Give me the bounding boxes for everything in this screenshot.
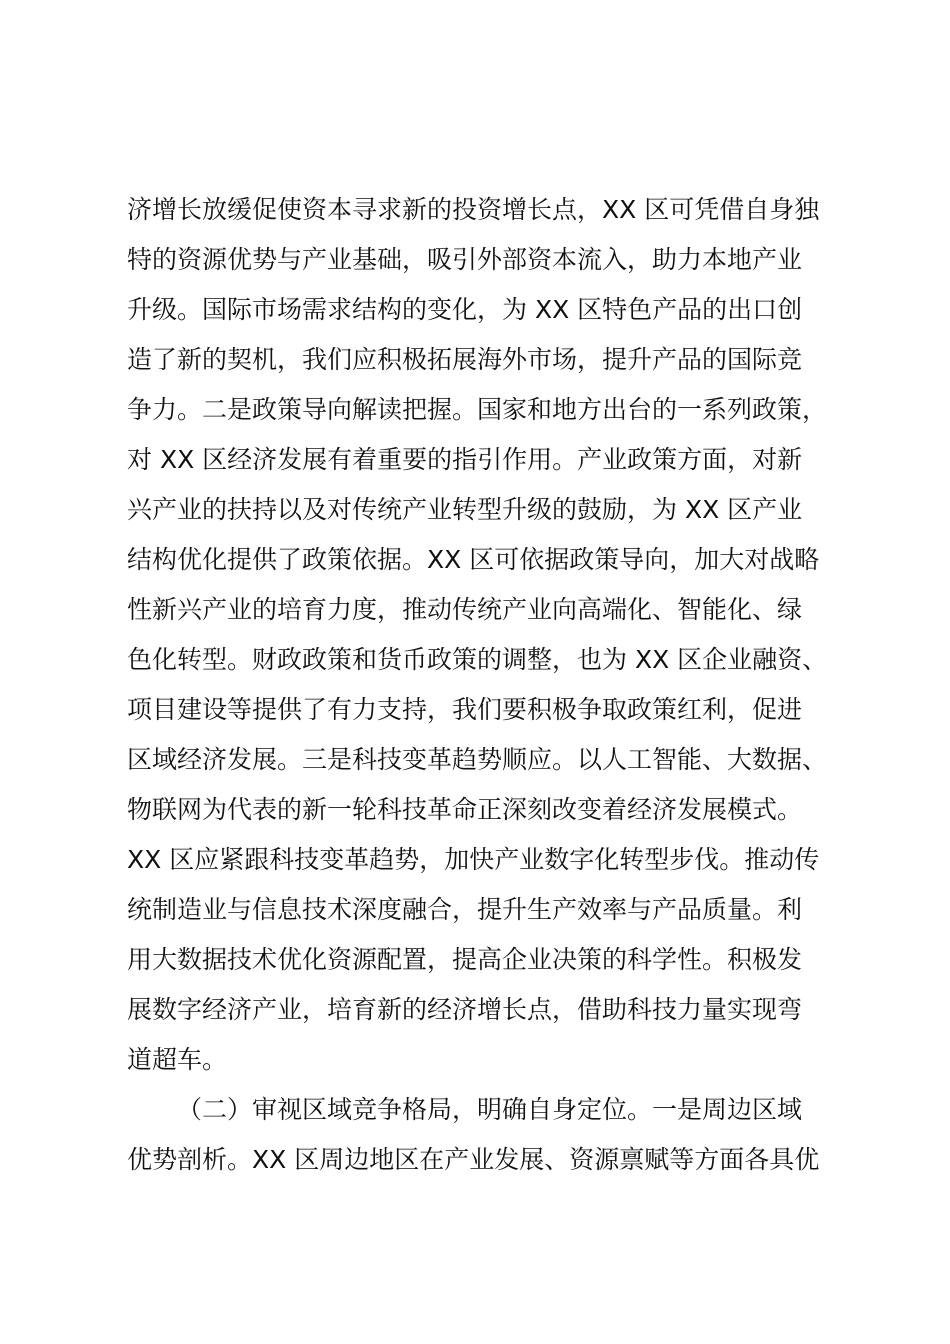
text-line: 结构优化提供了政策依据。XX 区可依据政策导向，加大对战略 bbox=[127, 545, 820, 574]
text-line: 项目建设等提供了有力支持，我们要积极争取政策红利，促进 bbox=[127, 695, 803, 724]
text-line: 物联网为代表的新一轮科技革命正深刻改变着经济发展模式。 bbox=[127, 795, 803, 824]
text-line: 济增长放缓促使资本寻求新的投资增长点，XX 区可凭借自身独 bbox=[127, 195, 820, 224]
text-line: 对 XX 区经济发展有着重要的指引作用。产业政策方面，对新 bbox=[127, 445, 803, 474]
text-line: 造了新的契机，我们应积极拓展海外市场，提升产品的国际竞 bbox=[127, 345, 803, 374]
text-line: 性新兴产业的培育力度，推动传统产业向高端化、智能化、绿 bbox=[127, 595, 803, 624]
text-line: 展数字经济产业，培育新的经济增长点，借助科技力量实现弯 bbox=[127, 995, 803, 1024]
text-line: 特的资源优势与产业基础，吸引外部资本流入，助力本地产业 bbox=[127, 245, 803, 274]
text-line: 用大数据技术优化资源配置，提高企业决策的科学性。积极发 bbox=[127, 945, 803, 974]
paragraph-first-line: （二）审视区域竞争格局，明确自身定位。一是周边区域 bbox=[177, 1095, 803, 1124]
text-line: 道超车。 bbox=[127, 1045, 228, 1074]
text-line: 优势剖析。XX 区周边地区在产业发展、资源禀赋等方面各具优 bbox=[127, 1145, 820, 1174]
text-line: 兴产业的扶持以及对传统产业转型升级的鼓励，为 XX 区产业 bbox=[127, 495, 803, 524]
text-line: 争力。二是政策导向解读把握。国家和地方出台的一系列政策， bbox=[127, 395, 828, 424]
text-line: 色化转型。财政政策和货币政策的调整，也为 XX 区企业融资、 bbox=[127, 645, 828, 674]
text-line: 统制造业与信息技术深度融合，提升生产效率与产品质量。利 bbox=[127, 895, 803, 924]
text-line: 升级。国际市场需求结构的变化，为 XX 区特色产品的出口创 bbox=[127, 295, 803, 324]
text-line: 区域经济发展。三是科技变革趋势顺应。以人工智能、大数据、 bbox=[127, 745, 828, 774]
text-line: XX 区应紧跟科技变革趋势，加快产业数字化转型步伐。推动传 bbox=[127, 845, 820, 874]
